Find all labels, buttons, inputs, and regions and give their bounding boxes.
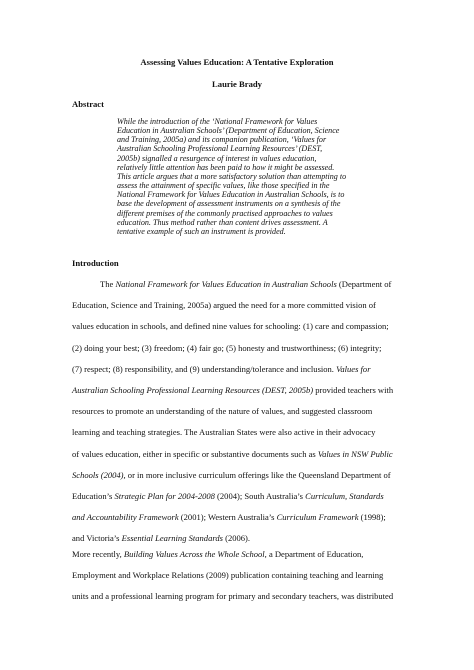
text-run: (1998); bbox=[358, 512, 386, 523]
paragraph-line bbox=[72, 274, 407, 295]
text-run: of values education, either in specific or substantive documents such as bbox=[72, 448, 318, 459]
introduction-paragraph-2 bbox=[72, 544, 407, 608]
italic-run: Building Values Across the Whole School bbox=[123, 549, 265, 559]
text-run: The bbox=[100, 279, 116, 289]
text-run: (Department of bbox=[336, 279, 392, 289]
italic-run: Curriculum Framework bbox=[276, 512, 359, 523]
text-run: or in more inclusive curriculum offerings like the Queensland Department of bbox=[125, 469, 391, 480]
text-run: , a Department of Education, bbox=[264, 549, 364, 559]
text-run: provided teachers with bbox=[313, 385, 394, 396]
abstract-body bbox=[117, 117, 372, 236]
abstract-line: 2005b) signalled a resurgence of interest in values education, bbox=[117, 153, 317, 163]
abstract-line: This article argues that a more satisfactory solution than attempting to bbox=[117, 171, 347, 181]
italic-run: and Accountability Framework bbox=[72, 512, 179, 523]
text-run: (2004); South Australia’s bbox=[214, 491, 306, 502]
abstract-line: National Framework for Values Education in Australian Schools, is to bbox=[117, 190, 345, 200]
text-run: More recently, bbox=[72, 549, 124, 559]
text-run: Education’s bbox=[72, 491, 115, 502]
text-run: (2001); Western Australia’s bbox=[178, 512, 277, 523]
paragraph-line bbox=[72, 465, 407, 486]
abstract-line: Education in Australian Schools’ (Department of Education, Science bbox=[117, 126, 340, 136]
paragraph-line: Employment and Workplace Relations (2009) publication containing teaching and learning bbox=[72, 570, 384, 581]
italic-run: Schools (2004), bbox=[72, 469, 126, 480]
paragraph-line: (2) doing your best; (3) freedom; (4) fair go; (5) honesty and trustworthiness; (6) integrity; bbox=[72, 342, 382, 353]
paragraph-line bbox=[72, 486, 407, 507]
introduction-paragraph-1 bbox=[72, 274, 407, 550]
paper-author: Laurie Brady bbox=[212, 79, 262, 89]
paragraph-line bbox=[72, 444, 407, 465]
abstract-line: base the development of assessment instruments on a synthesis of the bbox=[117, 199, 341, 209]
abstract-line: assess the attainment of specific values, like those specified in the bbox=[117, 181, 330, 191]
paragraph-line bbox=[72, 544, 407, 565]
italic-run: Australian Schooling Professional Learning Resources (DEST, 2005b) bbox=[72, 385, 314, 396]
paragraph-line: learning and teaching strategies. The Australian States were also active in their advocacy bbox=[72, 427, 376, 438]
abstract-line: While the introduction of the ‘National Framework for Values bbox=[117, 117, 318, 126]
paragraph-line bbox=[72, 359, 407, 380]
italic-run: Strategic Plan for 2004-2008 bbox=[114, 491, 215, 502]
text-run: (2006). bbox=[222, 533, 251, 544]
abstract-line: relatively little attention has been paid to how it might be assessed. bbox=[117, 162, 335, 172]
paragraph-line: resources to promote an understanding of the nature of values, and suggested classroom bbox=[72, 406, 373, 417]
abstract-line: and Training, 2005a) and its companion publication, ‘Values for bbox=[117, 135, 327, 145]
paragraph-line: units and a professional learning program for primary and secondary teachers, was distributed bbox=[72, 591, 394, 602]
text-run: (7) respect; (8) responsibility, and (9) understanding/tolerance and inclusion. bbox=[72, 363, 337, 374]
italic-run: Values in NSW Public bbox=[317, 448, 393, 459]
italic-run: Essential Learning Standards bbox=[121, 533, 223, 544]
abstract-line: Australian Schooling Professional Learning Resources’ (DEST, bbox=[117, 144, 323, 154]
introduction-heading: Introduction bbox=[72, 258, 119, 268]
paragraph-line bbox=[72, 380, 407, 401]
italic-run: National Framework for Values Education in Australian Schools bbox=[115, 279, 337, 289]
abstract-line: tentative example of such an instrument is provided. bbox=[117, 226, 286, 236]
paragraph-line: values education in schools, and defined nine values for schooling: (1) care and compassion; bbox=[72, 321, 389, 332]
text-run: and Victoria’s bbox=[72, 533, 122, 544]
abstract-heading: Abstract bbox=[72, 99, 104, 109]
paper-title: Assessing Values Education: A Tentative Exploration bbox=[140, 57, 334, 67]
paragraph-line: Education, Science and Training, 2005a) argued the need for a more committed vision of bbox=[72, 300, 376, 311]
italic-run: Curriculum, Standards bbox=[305, 491, 384, 502]
abstract-line: education. Thus method rather than content drives assessment. A bbox=[117, 217, 328, 227]
italic-run: Values for bbox=[336, 363, 371, 374]
paragraph-line bbox=[72, 507, 407, 528]
abstract-line: different premises of the commonly practised approaches to values bbox=[117, 208, 333, 218]
